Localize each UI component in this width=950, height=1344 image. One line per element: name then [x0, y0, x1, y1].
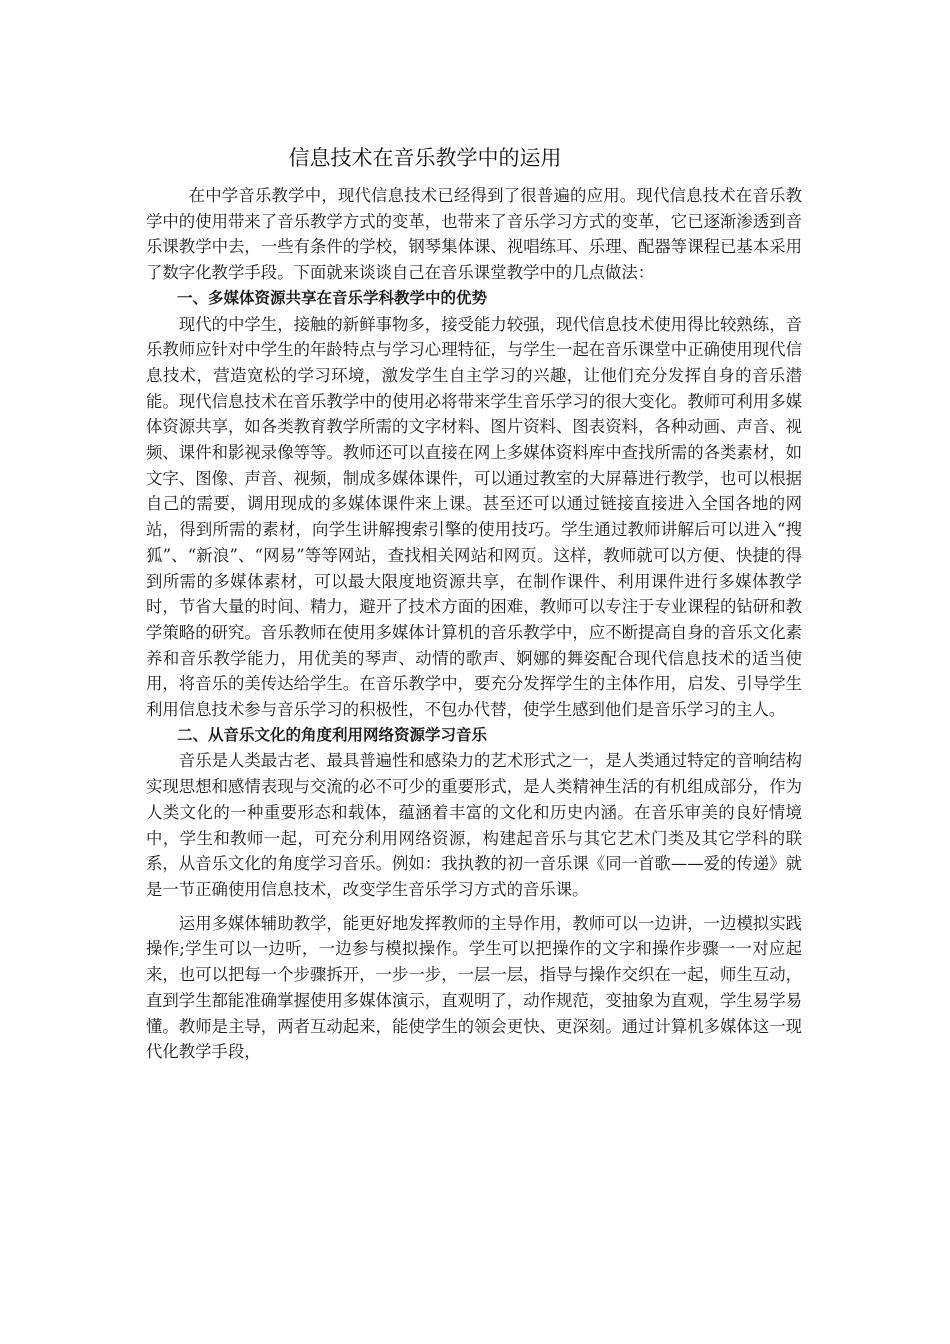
- section-2-heading: 二、从音乐文化的角度利用网络资源学习音乐: [177, 725, 488, 744]
- section-1-paragraph: 现代的中学生，接触的新鲜事物多，接受能力较强，现代信息技术使用得比较熟练，音乐教师应针对中学生的年龄特点与学习心理特征，与学生一起在音乐课堂中正确使用现代信息技术，营造宽松的学习环境，激发学生自主学习的兴趣，让他们充分发挥自身的音乐潜能。现代信息技术在音乐教学中的使用必将带来学生音乐学习的很大变化。教师可利用多媒体资源共享，如各类教育教学所需的文字材料、图片资料、图表资料，各种动画、声音、视频、课件和影视录像等等。教师还可以直接在网上多媒体资料库中查找所需的各类素材，如文字、图像、声音、视频，制成多媒体课件，可以通过教室的大屏幕进行教学，也可以根据自己的需要，调用现成的多媒体课件来上课。甚至还可以通过链接直接进入全国各地的网站，得到所需的素材，向学生讲解搜索引擎的使用技巧。学生通过教师讲解后可以进入“搜狐”、“新浪”、“网易”等等网站，查找相关网站和网页。这样，教师就可以方便、快捷的得到所需的多媒体素材，可以最大限度地资源共享，在制作课件、利用课件进行多媒体教学时，节省大量的时间、精力，避开了技术方面的困难，教师可以专注于专业课程的钻研和教学策略的研究。音乐教师在使用多媒体计算机的音乐教学中，应不断提高自身的音乐文化素养和音乐教学能力，用优美的琴声、动情的歌声、婀娜的舞姿配合现代信息技术的适当使用，将音乐的美传达给学生。在音乐教学中，要充分发挥学生的主体作用，启发、引导学生利用信息技术参与音乐学习的积极性，不包办代替，使学生感到他们是音乐学习的主人。: [146, 314, 802, 720]
- document-body: [146, 183, 802, 1065]
- document-title: 信息技术在音乐教学中的运用: [288, 146, 562, 170]
- section-2-paragraph-1: 音乐是人类最古老、最具普遍性和感染力的艺术形式之一，是人类通过特定的音响结构实现思想和感情表现与交流的必不可少的重要形式，是人类精神生活的有机组成部分，作为人类文化的一种重要形态和载体，蕴涵着丰富的文化和历史内涵。在音乐审美的良好情境中，学生和教师一起，可充分利用网络资源，构建起音乐与其它艺术门类及其它学科的联系，从音乐文化的角度学习音乐。例如：我执教的初一音乐课《同一首歌——爱的传递》就是一节正确使用信息技术，改变学生音乐学习方式的音乐课。: [146, 751, 802, 899]
- section-1-heading: 一、多媒体资源共享在音乐学科教学中的优势: [177, 288, 488, 307]
- intro-paragraph: 在中学音乐教学中，现代信息技术已经得到了很普遍的应用。现代信息技术在音乐教学中的使用带来了音乐教学方式的变革，也带来了音乐学习方式的变革，它已逐渐渗透到音乐课教学中去，一些有条件的学校，钢琴集体课、视唱练耳、乐理、配器等课程已基本采用了数字化教学手段。下面就来谈谈自己在音乐课堂教学中的几点做法：: [146, 186, 802, 283]
- section-2-paragraph-2: 运用多媒体辅助教学，能更好地发挥教师的主导作用，教师可以一边讲，一边模拟实践操作;学生可以一边听，一边参与模拟操作。学生可以把操作的文字和操作步骤一一对应起来，也可以把每一个步骤拆开，一步一步，一层一层，指导与操作交织在一起，师生互动，直到学生都能准确掌握使用多媒体演示，直观明了，动作规范，变抽象为直观，学生易学易懂。教师是主导，两者互动起来，能使学生的领会更快、更深刻。通过计算机多媒体这一现代化教学手段，: [146, 913, 802, 1062]
